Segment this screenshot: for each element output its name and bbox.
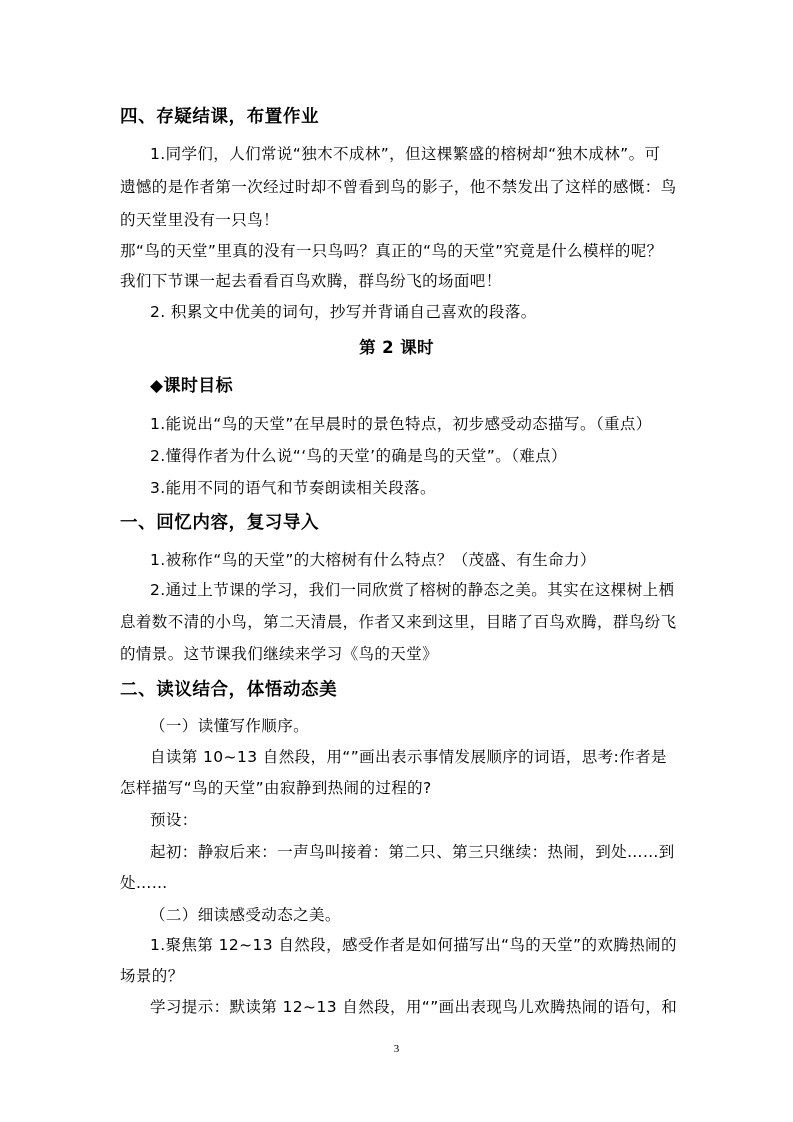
section-heading-1: 一、回忆内容，复习导入	[120, 513, 320, 533]
paragraph-line: 怎样描写“鸟的天堂”由寂静到热闹的过程的?	[120, 779, 432, 797]
paragraph-line: 的天堂里没有一只鸟！	[120, 211, 280, 229]
paragraph-line: 1.被称作“鸟的天堂”的大榕树有什么特点？（茂盛、有生命力）	[150, 551, 596, 569]
objective-item: 2.懂得作者为什么说“‘鸟的天堂’的确是鸟的天堂”。（难点）	[150, 447, 567, 465]
lesson-title: 第 2 课时	[359, 338, 434, 357]
objective-item: 3.能用不同的语气和节奏朗读相关段落。	[150, 479, 436, 497]
paragraph-line: 1.同学们，人们常说“独木不成林”，但这棵繁盛的榕树却“独木成林”。可	[150, 145, 661, 163]
paragraph-line: 起初：静寂后来：一声鸟叫接着：第二只、第三只继续：热闹，到处……到	[150, 843, 675, 861]
objective-item: 1.能说出“鸟的天堂”在早晨时的景色特点，初步感受动态描写。（重点）	[150, 415, 652, 433]
paragraph-line: 2.通过上节课的学习，我们一同欣赏了榕树的静态之美。其实在这棵树上栖	[150, 581, 675, 599]
paragraph-line: 息着数不清的小鸟，第二天清晨，作者又来到这里，目睹了百鸟欢腾，群鸟纷飞	[120, 613, 677, 631]
paragraph-line: 2. 积累文中优美的词句，抄写并背诵自己喜欢的段落。	[150, 303, 537, 321]
paragraph-line: 场景的？	[120, 967, 184, 985]
subsection-heading: （二）细读感受动态之美。	[150, 906, 341, 924]
paragraph-line: 处……	[120, 874, 168, 892]
paragraph-line: 自读第 10~13 自然段，用“”画出表示事情发展顺序的词语，思考:作者是	[150, 748, 667, 766]
objectives-heading: ◆课时目标	[150, 376, 234, 396]
paragraph-line: 学习提示：默读第 12~13 自然段，用“”画出表现鸟儿欢腾热闹的语句，和	[150, 998, 678, 1016]
paragraph-line: 预设：	[150, 811, 198, 829]
subsection-heading: （一）读懂写作顺序。	[150, 717, 310, 735]
paragraph-line: 我们下节课一起去看看百鸟欢腾，群鸟纷飞的场面吧！	[120, 272, 502, 290]
paragraph-line: 的情景。这节课我们继续来学习《鸟的天堂》	[120, 645, 439, 663]
paragraph-line: 那“鸟的天堂”里真的没有一只鸟吗？真正的“鸟的天堂”究竟是什么模样的呢？	[120, 242, 663, 260]
paragraph-line: 遗憾的是作者第一次经过时却不曾看到鸟的影子，他不禁发出了这样的感慨：鸟	[120, 178, 677, 196]
section-heading-4: 四、存疑结课，布置作业	[120, 107, 320, 127]
page-number: 3	[393, 1043, 400, 1055]
paragraph-line: 1.聚焦第 12~13 自然段，感受作者是如何描写出“鸟的天堂”的欢腾热闹的	[150, 936, 677, 954]
section-heading-2: 二、读议结合，体悟动态美	[120, 680, 338, 700]
